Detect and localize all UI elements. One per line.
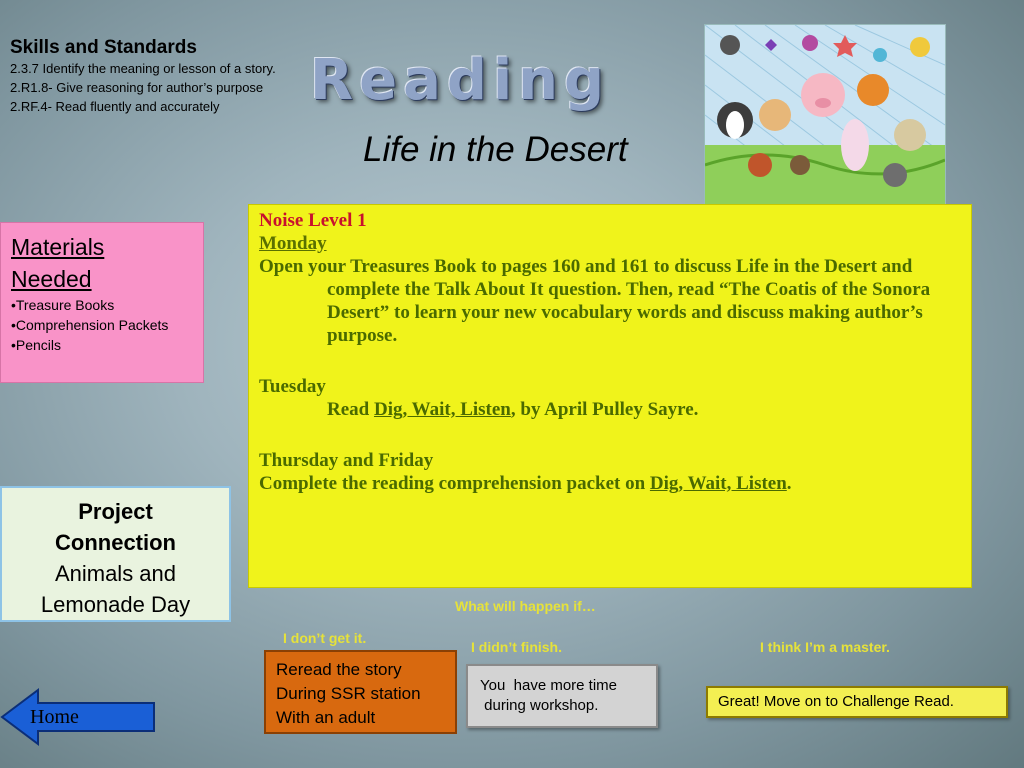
skills-standards [10, 37, 300, 116]
day-monday: Monday [259, 233, 327, 254]
materials-needed [0, 222, 204, 383]
book-link[interactable]: Dig, Wait, Listen [373, 399, 511, 420]
skills-heading: Skills and Standards [10, 37, 197, 58]
master-label: I think I’m a master. [760, 639, 890, 655]
materials-heading: Materials [11, 234, 105, 260]
box-line: During SSR station [276, 684, 421, 703]
thufri-text [259, 472, 961, 495]
materials-heading: Needed [11, 266, 92, 292]
didnt-finish-label: I didn’t finish. [471, 639, 562, 655]
dont-get-it-label: I don’t get it. [283, 630, 367, 646]
materials-item: •Comprehension Packets [11, 317, 169, 333]
book-link[interactable]: Dig, Wait, Listen [649, 473, 787, 494]
weekly-plan-panel [248, 204, 972, 588]
tuesday-prefix: Read [327, 399, 374, 420]
day-thursday-friday: Thursday and Friday [259, 450, 434, 471]
what-will-happen-label: What will happen if… [455, 598, 596, 614]
tuesday-suffix: , by April Pulley Sayre. [510, 399, 699, 420]
thufri-prefix: Complete the reading comprehension packet on [259, 473, 650, 494]
box-line: You have more time [480, 677, 618, 694]
monday-text: Open your Treasures Book to pages 160 and 161 to discuss Life in the Desert and complete the Talk About It question. Then, read “The Coatis of the Sonora Desert” to learn your new vocabulary words and discuss making author’s purpose. [259, 256, 931, 346]
day-tuesday: Tuesday [259, 376, 326, 397]
project-heading: Project [78, 499, 153, 524]
page-title: Reading [310, 48, 611, 113]
master-box: Great! Move on to Challenge Read. [706, 686, 1008, 718]
page-subtitle: Life in the Desert [363, 130, 628, 169]
animals-cartoon-image [704, 24, 946, 208]
didnt-finish-box [466, 664, 658, 728]
tuesday-text [259, 398, 961, 421]
project-heading: Connection [55, 530, 176, 555]
skills-item: 2.3.7 Identify the meaning or lesson of a story. [10, 61, 276, 76]
home-label: Home [30, 706, 79, 728]
project-connection [0, 486, 231, 622]
materials-item: •Pencils [11, 337, 62, 353]
box-line: during workshop. [480, 697, 599, 714]
thufri-suffix: . [786, 473, 792, 494]
project-text: Lemonade Day [40, 592, 191, 617]
home-button[interactable] [0, 688, 156, 746]
materials-item: •Treasure Books [11, 297, 115, 313]
dont-get-it-box [264, 650, 457, 734]
skills-item: 2.RF.4- Read fluently and accurately [10, 99, 220, 114]
project-text: Animals and [54, 561, 177, 586]
skills-item: 2.R1.8- Give reasoning for author’s purpose [10, 80, 264, 95]
box-line: With an adult [276, 708, 376, 727]
noise-level: Noise Level 1 [259, 210, 367, 231]
box-line: Reread the story [276, 660, 402, 679]
